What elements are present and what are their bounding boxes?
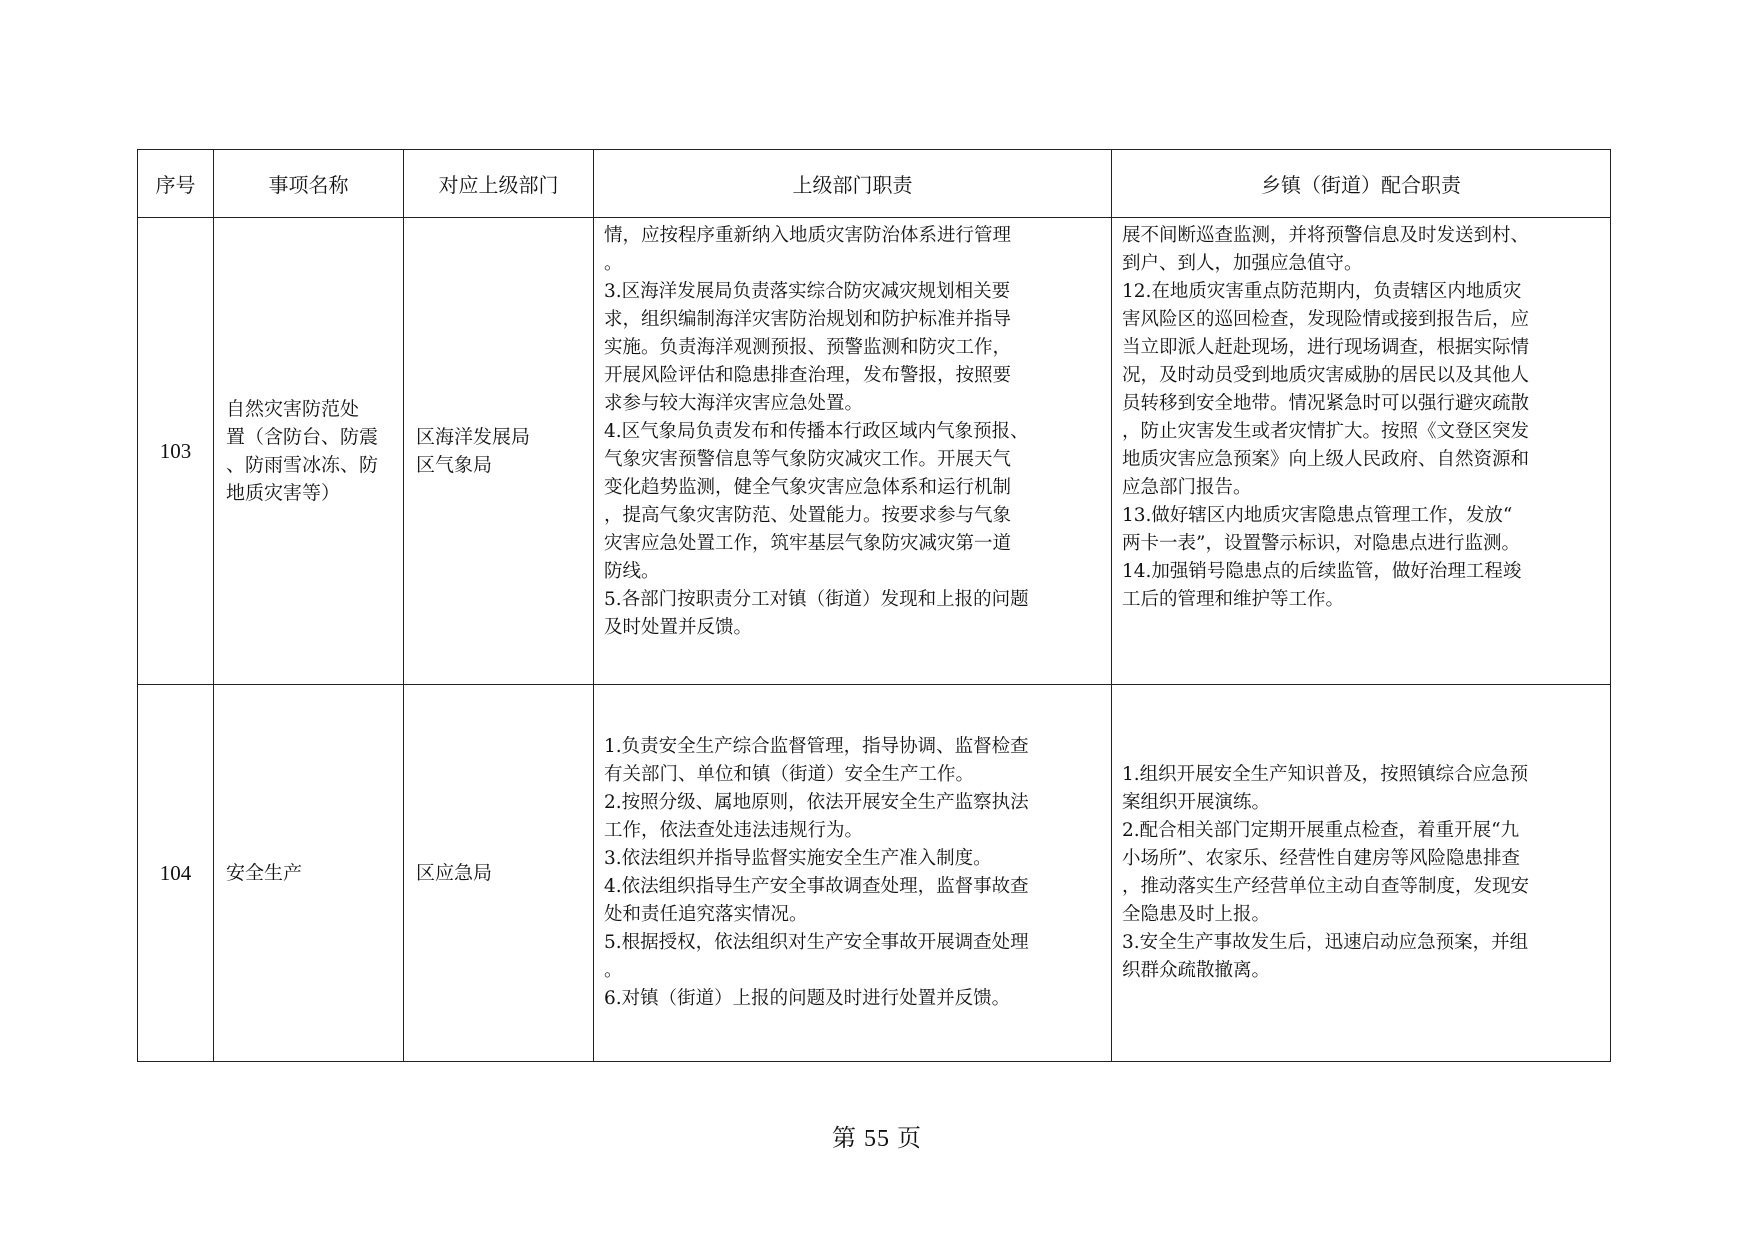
text-line: 。 <box>604 960 623 981</box>
text-line: 气象灾害预警信息等气象防灾减灾工作。开展天气 <box>604 449 1012 470</box>
text-line: 况，及时动员受到地质灾害威胁的居民以及其他人 <box>1122 365 1530 386</box>
text-line: 区海洋发展局 <box>416 426 531 448</box>
row-town-duty <box>1112 218 1611 685</box>
text-line: 处和责任追究落实情况。 <box>604 904 808 925</box>
text-line: 工后的管理和维护等工作。 <box>1122 589 1345 610</box>
text-line: 求参与较大海洋灾害应急处置。 <box>604 393 864 414</box>
text-line: 、防雨雪冰冻、防 <box>226 454 379 476</box>
text-line: ，提高气象灾害防范、处置能力。按要求参与气象 <box>604 505 1012 526</box>
table-row <box>138 685 1611 1062</box>
row-superior-dept <box>404 685 594 1062</box>
text-line: 3.区海洋发展局负责落实综合防灾减灾规划相关要 <box>604 281 1011 302</box>
text-line: 有关部门、单位和镇（街道）安全生产工作。 <box>604 764 975 785</box>
text-line: ，防止灾害发生或者灾情扩大。按照《文登区突发 <box>1122 421 1530 442</box>
text-line: 6.对镇（街道）上报的问题及时进行处置并反馈。 <box>604 988 1011 1009</box>
text-line: 14.加强销号隐患点的后续监管，做好治理工程竣 <box>1122 561 1522 582</box>
text-line: 织群众疏散撤离。 <box>1122 960 1271 981</box>
header-superior-dept: 对应上级部门 <box>404 150 594 218</box>
row-item-name <box>214 218 404 685</box>
text-line: 全隐患及时上报。 <box>1122 904 1271 925</box>
text-line: 1.负责安全生产综合监督管理，指导协调、监督检查 <box>604 736 1029 757</box>
text-line: 实施。负责海洋观测预报、预警监测和防灾工作， <box>604 337 1012 358</box>
text-line: 。 <box>604 253 623 274</box>
text-line: 害风险区的巡回检查，发现险情或接到报告后，应 <box>1122 309 1530 330</box>
text-line: 2.按照分级、属地原则，依法开展安全生产监察执法 <box>604 792 1029 813</box>
text-line: 3.安全生产事故发生后，迅速启动应急预案，并组 <box>1122 932 1529 953</box>
text-line: ，推动落实生产经营单位主动自查等制度，发现安 <box>1122 876 1530 897</box>
page-number: 第 55 页 <box>832 1126 922 1152</box>
text-line: 4.区气象局负责发布和传播本行政区域内气象预报、 <box>604 421 1029 442</box>
text-line: 1.组织开展安全生产知识普及，按照镇综合应急预 <box>1122 764 1529 785</box>
text-line: 展不间断巡查监测，并将预警信息及时发送到村、 <box>1122 225 1530 246</box>
text-line: 小场所”、农家乐、经营性自建房等风险隐患排查 <box>1122 848 1520 869</box>
header-superior-duty: 上级部门职责 <box>594 150 1112 218</box>
text-line: 3.依法组织并指导监督实施安全生产准入制度。 <box>604 848 992 869</box>
row-town-duty <box>1112 685 1611 1062</box>
header-seq: 序号 <box>138 150 214 218</box>
row-superior-duty <box>594 685 1112 1062</box>
text-line: 4.依法组织指导生产安全事故调查处理，监督事故查 <box>604 876 1029 897</box>
text-line: 安全生产 <box>226 862 303 884</box>
text-line: 两卡一表”，设置警示标识，对隐患点进行监测。 <box>1122 533 1520 554</box>
text-line: 地质灾害应急预案》向上级人民政府、自然资源和 <box>1122 449 1530 470</box>
text-line: 情，应按程序重新纳入地质灾害防治体系进行管理 <box>604 225 1012 246</box>
row-item-name <box>214 685 404 1062</box>
text-line: 变化趋势监测，健全气象灾害应急体系和运行机制 <box>604 477 1012 498</box>
text-line: 5.各部门按职责分工对镇（街道）发现和上报的问题 <box>604 589 1029 610</box>
text-line: 工作，依法查处违法违规行为。 <box>604 820 864 841</box>
row-superior-dept <box>404 218 594 685</box>
text-line: 到户、到人，加强应急值守。 <box>1122 253 1363 274</box>
text-line: 2.配合相关部门定期开展重点检查，着重开展“九 <box>1122 820 1520 841</box>
row-superior-duty <box>594 218 1112 685</box>
text-line: 置（含防台、防震 <box>226 426 379 448</box>
text-line: 当立即派人赶赴现场，进行现场调查，根据实际情 <box>1122 337 1530 358</box>
text-line: 5.根据授权，依法组织对生产安全事故开展调查处理 <box>604 932 1029 953</box>
row-seq: 104 <box>138 685 214 1062</box>
text-line: 自然灾害防范处 <box>226 398 360 420</box>
text-line: 求，组织编制海洋灾害防治规划和防护标准并指导 <box>604 309 1012 330</box>
text-line: 13.做好辖区内地质灾害隐患点管理工作，发放“ <box>1122 505 1513 526</box>
text-line: 灾害应急处置工作，筑牢基层气象防灾减灾第一道 <box>604 533 1012 554</box>
responsibility-table <box>137 149 1611 1062</box>
text-line: 开展风险评估和隐患排查治理，发布警报，按照要 <box>604 365 1012 386</box>
row-seq: 103 <box>138 218 214 685</box>
text-line: 12.在地质灾害重点防范期内，负责辖区内地质灾 <box>1122 281 1522 302</box>
text-line: 员转移到安全地带。情况紧急时可以强行避灾疏散 <box>1122 393 1530 414</box>
text-line: 地质灾害等） <box>226 482 341 504</box>
table-header-row <box>138 150 1611 218</box>
text-line: 案组织开展演练。 <box>1122 792 1271 813</box>
text-line: 防线。 <box>604 561 660 582</box>
table-row <box>138 218 1611 685</box>
text-line: 区气象局 <box>416 454 493 476</box>
header-item-name: 事项名称 <box>214 150 404 218</box>
text-line: 应急部门报告。 <box>1122 477 1252 498</box>
header-town-duty: 乡镇（街道）配合职责 <box>1112 150 1611 218</box>
text-line: 区应急局 <box>416 862 493 884</box>
text-line: 及时处置并反馈。 <box>604 617 753 638</box>
